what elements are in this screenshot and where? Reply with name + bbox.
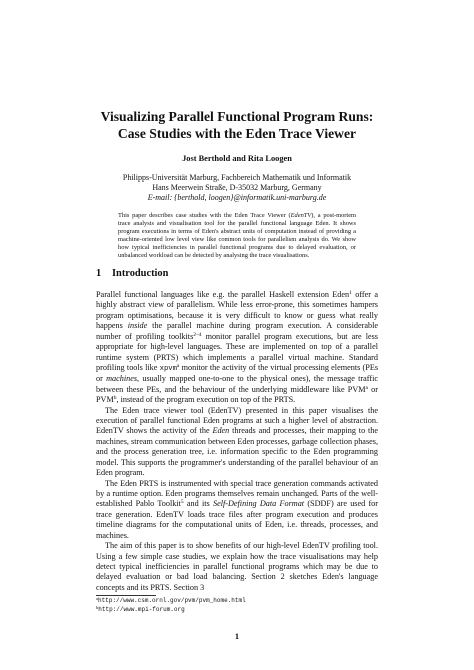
- text: threads and processes, their mapping to the machines, stream communication between Eden processes, garbage collection phases, and the process generation tree, i.e. information specific to the Eden programming model. This supports the programmer's understanding of the parallel behaviour of an Eden program.: [96, 426, 378, 478]
- paragraph-4: [96, 541, 378, 593]
- body-text: [96, 290, 378, 593]
- abstract-text-2: ), a post-mortem trace analysis and visualisation tool for the parallel functional language Eden. It shows program executions in terms of Eden's abstract units of computation instead of providing a machine-oriented low level view like common tools for parallelism analysis do. We show how typical inefficiencies in parallel functional programs due to delayed evaluation, or unbalanced workload can be detected by analysing the trace visualisations.: [118, 212, 356, 260]
- text: monitor the activity of the virtual processing elements (PEs or: [96, 362, 379, 384]
- text: The Eden trace viewer tool (EdenTV) presented in this paper visualises the execution of parallel functional Eden programs at such a higher level of abstraction. EdenTV shows the activity of the: [96, 405, 378, 436]
- footnote-url[interactable]: http://www.csm.ornl.gov/pvm/pvm_home.html: [98, 597, 246, 604]
- emphasis: inside: [127, 321, 148, 331]
- text: or PVM: [96, 384, 378, 405]
- title-line-2: Case Studies with the Eden Trace Viewer: [117, 126, 357, 141]
- text: , usually mapped one-to-one to the physical ones), the message traffic between these PEs, and the behaviour of the underlying middleware like PVM: [96, 374, 378, 394]
- author-email: E-mail: {berthold, loogen}@informatik.uni-marburg.de: [147, 193, 327, 203]
- affiliation-line-2: Hans Meerwein Straße, D-35032 Marburg, Germany: [152, 183, 322, 193]
- paper-title: [60, 108, 414, 142]
- text: (SDDF) are used for trace generation. EdenTV loads trace files after program execution and produces timeline diagrams for the computational units of Eden, i.e. threads, processes, and machines.: [96, 499, 379, 540]
- footnotes: [96, 597, 246, 614]
- footnote-ref: a: [176, 362, 180, 369]
- footnote-b: [96, 606, 246, 615]
- xpvm-code: xpvm: [159, 364, 177, 373]
- footnote-ref: a: [365, 384, 368, 391]
- affiliation: [60, 173, 414, 204]
- footnote-ref: 5: [180, 499, 184, 506]
- abstract: [118, 212, 356, 261]
- text: offer a highly abstract view of parallelism. While less error-prone, this sometimes hampers program optimisations, because it is very difficult to know or guess what really happens: [96, 290, 378, 331]
- authors: Jost Berthold and Rita Loogen: [182, 154, 292, 163]
- text: and its: [183, 499, 213, 509]
- paragraph-3: [96, 479, 378, 542]
- text: the parallel machine during program execution. A considerable number of profiling toolkits: [96, 321, 378, 341]
- page-number: 1: [234, 632, 240, 641]
- footnote-mark: b: [96, 604, 99, 610]
- title-line-1: Visualizing Parallel Functional Program Runs:: [100, 109, 374, 124]
- text: monitor parallel program executions, but are less appropriate for high-level languages. These are implemented on top of a parallel runtime system (PRTS) which implements a parallel virtual machine. Standard profiling tools like: [96, 331, 378, 372]
- emphasis: machines: [106, 374, 138, 384]
- footnote-ref: 1: [349, 290, 352, 296]
- abstract-text-1: This paper describes case studies with the Eden Trace Viewer (: [118, 212, 291, 219]
- emphasis: Eden: [212, 426, 230, 436]
- footnote-a: [96, 597, 246, 606]
- footnote-ref: b: [113, 395, 117, 402]
- text: The aim of this paper is to show benefits of our high-level EdenTV profiling tool. Using a few simple case studies, we explain how the trace visualisations may help detect typical inefficiencies in parallel functional programs which may be due to delayed evaluation or bad load balancing. Section 2 sketches Eden's language concepts and its PRTS. Section 3: [96, 541, 378, 592]
- footnote-ref: 2–4: [193, 331, 202, 338]
- section-title: Introduction: [112, 268, 169, 279]
- footnote-mark: a: [96, 596, 99, 601]
- affiliation-line-1: Philipps-Universität Marburg, Fachbereich Mathematik und Informatik: [122, 173, 352, 182]
- emphasis: Self-Defining Data Format: [212, 499, 305, 509]
- footnote-url[interactable]: http://www.mpi-forum.org: [98, 605, 185, 613]
- section-number: 1: [96, 268, 102, 279]
- text: The Eden PRTS is instrumented with special trace generation commands activated by a runtime option. Eden programs themselves remain unchanged. Parts of the well-established Pablo Toolkit: [96, 478, 378, 509]
- text: Parallel functional languages like e.g. the parallel Haskell extension Eden: [96, 290, 350, 299]
- section-heading: [96, 268, 168, 279]
- paragraph-1: [96, 290, 378, 406]
- paragraph-2: [96, 406, 378, 479]
- abstract-edentv: EdenTV: [290, 212, 312, 219]
- text: , instead of the program execution on top of the PRTS.: [116, 395, 296, 405]
- footnote-rule: [96, 595, 156, 596]
